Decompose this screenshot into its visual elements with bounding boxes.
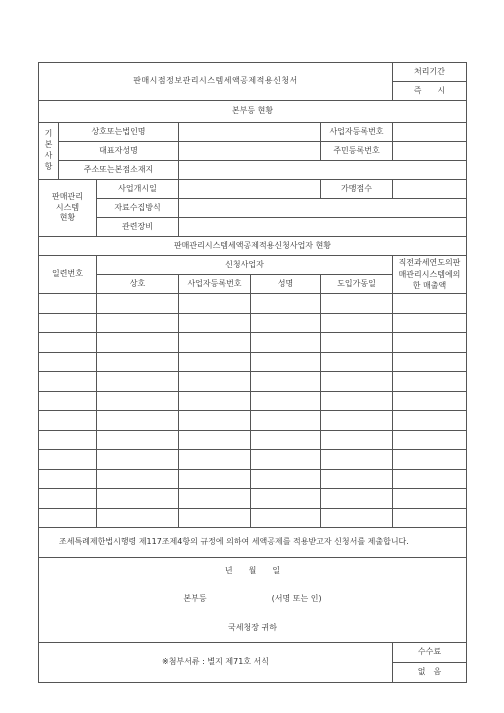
table-row <box>39 469 467 489</box>
table-cell[interactable] <box>393 333 467 353</box>
table-cell[interactable] <box>321 313 393 333</box>
table-cell[interactable] <box>393 430 467 450</box>
trade-name-value[interactable] <box>179 123 321 142</box>
table-row <box>39 430 467 450</box>
table-cell[interactable] <box>179 333 251 353</box>
table-cell[interactable] <box>179 508 251 528</box>
start-date-label: 사업개시일 <box>97 180 179 199</box>
table-cell[interactable] <box>179 430 251 450</box>
table-row <box>39 391 467 411</box>
table-row <box>39 489 467 509</box>
resident-reg-no-value[interactable] <box>393 142 467 161</box>
recipient: 국세청장 귀하 <box>39 615 467 643</box>
table-cell[interactable] <box>321 411 393 431</box>
table-cell[interactable] <box>321 333 393 353</box>
table-cell[interactable] <box>97 372 179 392</box>
table-cell[interactable] <box>251 352 321 372</box>
applicants-section-title: 판매관리시스템세액공제적용신청사업자 현황 <box>39 237 467 256</box>
table-cell[interactable] <box>97 313 179 333</box>
table-cell[interactable] <box>39 294 97 314</box>
representative-label: 대표자성명 <box>59 142 179 161</box>
address-value[interactable] <box>179 161 467 180</box>
business-reg-no-value[interactable] <box>393 123 467 142</box>
table-cell[interactable] <box>251 469 321 489</box>
data-collection-value[interactable] <box>179 199 467 218</box>
table-cell[interactable] <box>39 333 97 353</box>
table-cell[interactable] <box>393 352 467 372</box>
table-cell[interactable] <box>393 372 467 392</box>
table-cell[interactable] <box>251 489 321 509</box>
table-cell[interactable] <box>39 489 97 509</box>
resident-reg-no-label: 주민등록번호 <box>321 142 393 161</box>
table-row <box>39 508 467 528</box>
table-cell[interactable] <box>97 430 179 450</box>
hq-section-title: 본부등 현황 <box>39 101 467 123</box>
table-cell[interactable] <box>97 294 179 314</box>
table-cell[interactable] <box>97 391 179 411</box>
table-cell[interactable] <box>39 352 97 372</box>
table-cell[interactable] <box>393 411 467 431</box>
trade-name-label: 상호또는법인명 <box>59 123 179 142</box>
table-row <box>39 333 467 353</box>
table-cell[interactable] <box>179 391 251 411</box>
fee-value: 없 음 <box>393 663 467 683</box>
table-row <box>39 352 467 372</box>
date-line[interactable]: 년 월 일 <box>39 558 467 585</box>
serial-number-header: 일련번호 <box>39 256 97 294</box>
table-cell[interactable] <box>179 489 251 509</box>
signature-line <box>39 585 467 615</box>
table-cell[interactable] <box>321 391 393 411</box>
table-row <box>39 294 467 314</box>
table-cell[interactable] <box>251 313 321 333</box>
table-cell[interactable] <box>251 391 321 411</box>
prior-year-sales-header: 직전과세연도의판 매관리시스템에의 한 매출액 <box>393 256 467 294</box>
table-cell[interactable] <box>321 352 393 372</box>
attachment-note: ※첨부서류 : 별지 제71호 서식 <box>39 643 393 683</box>
column-header: 사업자등록번호 <box>179 275 251 294</box>
table-cell[interactable] <box>321 489 393 509</box>
table-cell[interactable] <box>39 450 97 470</box>
table-cell[interactable] <box>251 508 321 528</box>
table-cell[interactable] <box>179 469 251 489</box>
table-cell[interactable] <box>251 333 321 353</box>
start-date-value[interactable] <box>179 180 321 199</box>
table-cell[interactable] <box>393 391 467 411</box>
table-cell[interactable] <box>39 508 97 528</box>
table-row <box>39 411 467 431</box>
table-cell[interactable] <box>39 430 97 450</box>
table-cell[interactable] <box>393 489 467 509</box>
table-cell[interactable] <box>179 313 251 333</box>
fee-label: 수수료 <box>393 643 467 663</box>
table-cell[interactable] <box>179 450 251 470</box>
basic-info-side-label: 기 본 사 항 <box>39 123 59 180</box>
table-row <box>39 372 467 392</box>
table-cell[interactable] <box>97 333 179 353</box>
table-cell[interactable] <box>321 294 393 314</box>
table-cell[interactable] <box>251 411 321 431</box>
table-cell[interactable] <box>97 508 179 528</box>
equipment-label: 관련장비 <box>97 218 179 237</box>
applicant-rows <box>39 294 467 528</box>
table-cell[interactable] <box>97 352 179 372</box>
column-header: 상호 <box>97 275 179 294</box>
declaration-text: 조세특례제한법시행령 제117조제4항의 규정에 의하여 세액공제를 적용받고자 신청서를 제출합니다. <box>39 528 467 558</box>
table-cell[interactable] <box>393 313 467 333</box>
application-form <box>38 62 467 683</box>
equipment-value[interactable] <box>179 218 467 237</box>
form-title: 판매시점정보관리시스템세액공제적용신청서 <box>39 63 393 101</box>
table-cell[interactable] <box>97 450 179 470</box>
table-cell[interactable] <box>251 450 321 470</box>
table-cell[interactable] <box>251 372 321 392</box>
table-cell[interactable] <box>393 508 467 528</box>
table-cell[interactable] <box>393 469 467 489</box>
table-cell[interactable] <box>179 294 251 314</box>
column-header: 성명 <box>251 275 321 294</box>
signer-label: 본부등 <box>183 594 207 604</box>
table-cell[interactable] <box>251 430 321 450</box>
applicant-group-header: 신청사업자 <box>97 256 393 275</box>
table-cell[interactable] <box>393 294 467 314</box>
table-cell[interactable] <box>97 411 179 431</box>
affiliates-value[interactable] <box>393 180 467 199</box>
table-cell[interactable] <box>179 352 251 372</box>
table-cell[interactable] <box>179 372 251 392</box>
table-cell[interactable] <box>39 391 97 411</box>
table-row <box>39 450 467 470</box>
affiliates-label: 가맹점수 <box>321 180 393 199</box>
processing-period-label: 처리기간 <box>393 63 467 82</box>
table-cell[interactable] <box>39 411 97 431</box>
column-header: 도입가동일 <box>321 275 393 294</box>
representative-value[interactable] <box>179 142 321 161</box>
business-reg-no-label: 사업자등록번호 <box>321 123 393 142</box>
table-cell[interactable] <box>97 489 179 509</box>
table-cell[interactable] <box>321 430 393 450</box>
table-cell[interactable] <box>321 372 393 392</box>
data-collection-label: 자료수집방식 <box>97 199 179 218</box>
table-cell[interactable] <box>393 450 467 470</box>
table-cell[interactable] <box>321 450 393 470</box>
table-cell[interactable] <box>97 469 179 489</box>
processing-period-value: 즉 시 <box>393 82 467 101</box>
table-cell[interactable] <box>39 372 97 392</box>
table-cell[interactable] <box>321 469 393 489</box>
table-cell[interactable] <box>39 469 97 489</box>
table-row <box>39 313 467 333</box>
table-cell[interactable] <box>251 294 321 314</box>
pos-status-side-label: 판매관리 시스템 현황 <box>39 180 97 237</box>
address-label: 주소또는본점소재지 <box>59 161 179 180</box>
signature-hint[interactable]: (서명 또는 인) <box>271 594 322 604</box>
table-cell[interactable] <box>39 313 97 333</box>
table-cell[interactable] <box>321 508 393 528</box>
table-cell[interactable] <box>179 411 251 431</box>
